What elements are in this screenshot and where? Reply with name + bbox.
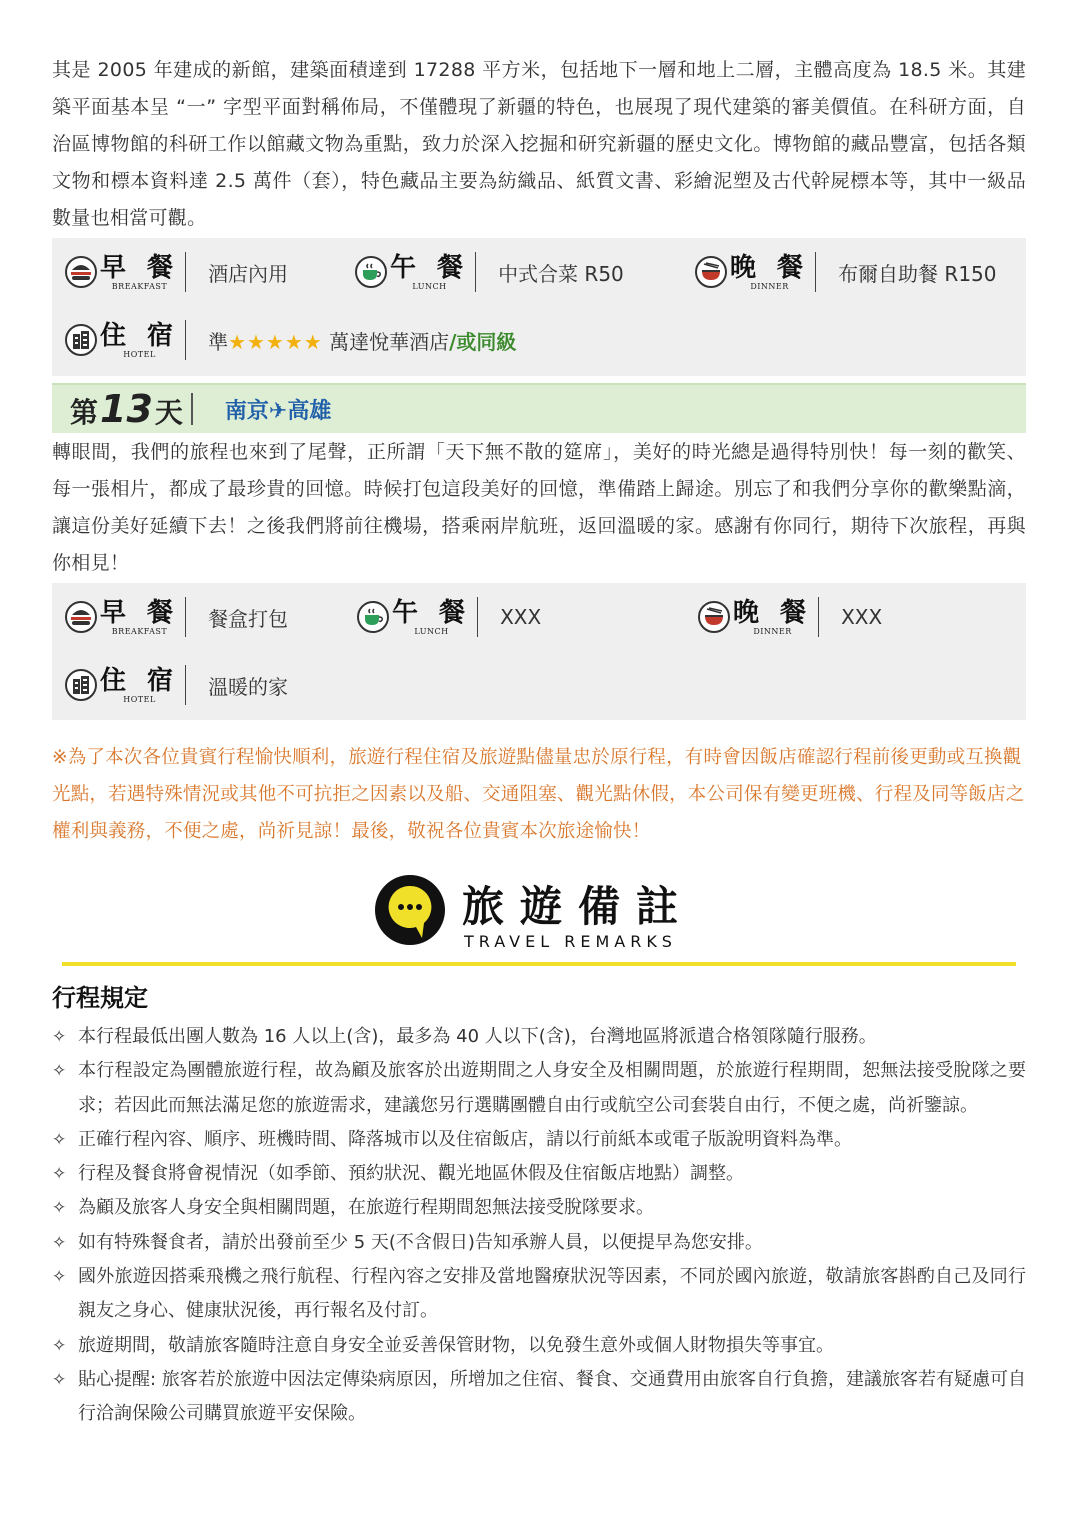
rule-item [52,1363,1026,1432]
day-label-suffix: 天 [154,396,183,429]
hotel-label: 住 宿 [100,665,180,696]
day13-label [52,387,183,431]
hotel-block [65,306,516,374]
burger-icon [65,601,97,633]
breakfast-en-label: BREAKFAST [111,281,168,291]
rules-title: 行程規定 [52,984,148,1012]
breakfast-badge [65,252,186,292]
diamond-bullet-icon: ✧ [52,1129,67,1150]
rule-text: 貼心提醒: 旅客若於旅遊中因法定傳染病原因，所增加之住宿、餐食、交通費用由旅客自行負擔，建議旅客若有疑慮可自行洽詢保險公司購買旅遊平安保險。 [78,1368,1026,1425]
rule-text: 本行程最低出團人數為 16 人以上(含)，最多為 40 人以下(含)，台灣地區將派遣合格領隊隨行服務。 [78,1026,877,1047]
lunch-en-label: LUNCH [412,281,447,291]
rule-item [52,1020,1026,1054]
diamond-bullet-icon: ✧ [52,1198,67,1219]
travel-remarks-header [372,872,752,952]
day13-route: 南京✈高雄 [224,398,332,424]
lunch-badge [355,252,476,292]
day12-meals-panel [52,238,1026,376]
rules-list [52,1020,1026,1432]
yellow-divider [62,962,1016,966]
breakfast-label: 早 餐 [100,597,180,628]
diamond-bullet-icon: ✧ [52,1369,67,1390]
rule-item [52,1157,1026,1191]
noodle-bowl-icon [695,256,727,288]
lunch-badge [357,597,478,637]
day12-hotel-value [208,326,516,355]
hotel-en-label: HOTEL [123,349,156,359]
travel-remarks-title: 旅遊備註 [462,882,695,931]
diamond-bullet-icon: ✧ [52,1267,67,1288]
lunch-label: 午 餐 [392,597,472,628]
diamond-bullet-icon: ✧ [52,1232,67,1253]
day13-hotel-value: 溫暖的家 [208,674,289,699]
building-icon [65,669,97,701]
rule-text: 旅遊期間，敬請旅客隨時注意自身安全並妥善保管財物，以免發生意外或個人財物損失等事宜。 [78,1334,834,1356]
lunch-label: 午 餐 [390,252,470,283]
rule-text: 為顧及旅客人身安全與相關問題，在旅遊行程期間恕無法接受脫隊要求。 [78,1197,654,1219]
day13-lunch-value: XXX [500,605,542,629]
rule-item [52,1191,1026,1225]
dinner-label: 晚 餐 [730,252,810,283]
diamond-bullet-icon: ✧ [52,1335,67,1356]
rule-item [52,1226,1026,1260]
star-rating: ★★★★★ [228,329,323,354]
breakfast-badge [65,597,186,637]
dinner-label: 晚 餐 [733,597,813,628]
rule-item [52,1054,1026,1123]
day13-header [52,383,1026,433]
day-label-prefix: 第 [70,396,99,429]
lunch-block [355,238,624,306]
rule-text: 正確行程內容、順序、班機時間、降落城市以及住宿飯店，請以行前紙本或電子版說明資料為準。 [78,1128,852,1150]
breakfast-en-label: BREAKFAST [111,626,168,636]
day13-meals-panel [52,583,1026,720]
lunch-block [357,583,541,651]
burger-icon [65,256,97,288]
breakfast-block [65,583,288,651]
dinner-block [698,583,882,651]
day12-dinner-value: 布爾自助餐 R150 [838,261,997,286]
rule-text: 如有特殊餐食者，請於出發前至少 5 天(不含假日)告知承辦人員，以便提早為您安排。 [78,1231,763,1253]
hotel-badge [65,320,186,360]
lunch-en-label: LUNCH [414,626,449,636]
hotel-name: 萬達悅華酒店 [329,329,450,354]
dinner-badge [698,597,819,637]
dinner-block [695,238,997,306]
day13-paragraph: 轉眼間，我們的旅程也來到了尾聲，正所謂「天下無不散的筵席」，美好的時光總是過得特別快！每一刻的歡笑、每一張相片，都成了最珍貴的回憶。時候打包這段美好的回憶，準備踏上歸途。別忘了和我們分享你的歡樂點滴，讓這份美好延續下去！之後我們將前往機場，搭乘兩岸航班，返回溫暖的家。感謝有你同行，期待下次旅程，再與你相見！ [52,441,1026,574]
dinner-badge [695,252,816,292]
hotel-en-label: HOTEL [123,694,156,704]
day12-lunch-value: 中式合菜 R50 [498,261,624,286]
rule-text: 行程及餐食將會視情況（如季節、預約狀況、觀光地區休假及住宿飯店地點）調整。 [78,1163,744,1185]
speech-bubble-icon [372,872,450,952]
breakfast-block [65,238,288,306]
travel-remarks-subtitle: TRAVEL REMARKS [464,932,677,951]
rule-text: 國外旅遊因搭乘飛機之飛行航程、行程內容之安排及當地醫療狀況等因素，不同於國內旅遊，敬請旅客斟酌自己及同行親友之身心、健康狀況後，再行報名及付訂。 [78,1266,1026,1322]
rule-item [52,1329,1026,1363]
building-icon [65,324,97,356]
hotel-prefix: 準 [208,329,229,354]
diamond-bullet-icon: ✧ [52,1027,67,1047]
dinner-en-label: DINNER [753,626,792,636]
hotel-label: 住 宿 [100,320,180,351]
rule-text: 本行程設定為團體旅遊行程，故為顧及旅客於出遊期間之人身安全及相關問題，於旅遊行程期間，恕無法接受脫隊之要求；若因此而無法滿足您的旅遊需求，建議您另行選購團體自由行或航空公司套裝自由行，不便之處，尚祈鑒諒。 [78,1060,1026,1116]
day-number: 13 [100,387,153,431]
hotel-badge [65,665,186,705]
diamond-bullet-icon: ✧ [52,1164,67,1185]
itinerary-notice: ※為了本次各位貴賓行程愉快順利，旅遊行程住宿及旅遊點儘量忠於原行程，有時會因飯店確認行程前後更動或互換觀光點，若遇特殊情況或其他不可抗拒之因素以及船、交通阻塞、觀光點休假，本公司保有變更班機、行程及同等飯店之權利與義務，不便之處，尚祈見諒！最後，敬祝各位貴賓本次旅途愉快！ [52,747,1025,842]
diamond-bullet-icon: ✧ [52,1061,67,1082]
hotel-block [65,651,288,719]
dinner-en-label: DINNER [750,281,789,291]
day13-dinner-value: XXX [841,605,883,629]
tea-cup-icon [357,601,389,633]
rule-item [52,1260,1026,1329]
day12-breakfast-value: 酒店內用 [208,261,289,286]
breakfast-label: 早 餐 [100,252,180,283]
day13-breakfast-value: 餐盒打包 [208,606,289,631]
tea-cup-icon [355,256,387,288]
day-separator [191,393,193,425]
museum-intro-paragraph: 其是 2005 年建成的新館，建築面積達到 17288 平方米，包括地下一層和地上二層，主體高度為 18.5 米。其建築平面基本呈 “一” 字型平面對稱佈局，不僅體現了新疆的特色，也展現了現代建築的審美價值。在科研方面，自治區博物館的科研工作以館藏文物為重點，致力於深入挖掘和研究新疆的歷史文化。博物館的藏品豐富，包括各類文物和標本資料達 2.5 萬件（套），特色藏品主要為紡織品、紙質文書、彩繪泥塑及古代幹屍標本等，其中一級品數量也相當可觀。 [52,59,1026,229]
hotel-suffix: /或同級 [449,329,517,354]
rule-item [52,1123,1026,1157]
noodle-bowl-icon [698,601,730,633]
